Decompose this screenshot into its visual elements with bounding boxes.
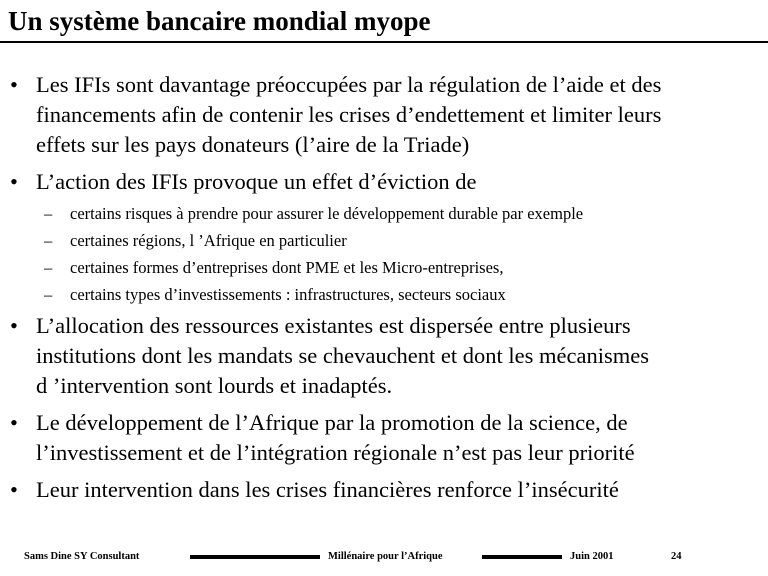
dash-icon: – (44, 258, 53, 277)
footer-divider (482, 555, 562, 559)
sub-bullet-text: certaines régions, l ’Afrique en particulier (70, 231, 347, 250)
bullet-item (0, 167, 768, 197)
bullet-icon: • (10, 313, 18, 338)
bullet-icon: • (10, 477, 18, 502)
sub-bullet-item (0, 227, 768, 254)
footer-author: Sams Dine SY Consultant (24, 551, 140, 562)
dash-icon: – (44, 204, 53, 223)
footer-event: Millénaire pour l’Afrique (328, 551, 443, 562)
bullet-line: l’investissement et de l’intégration régionale n’est pas leur priorité (36, 440, 635, 465)
bullet-line: Le développement de l’Afrique par la promotion de la science, de (36, 410, 628, 435)
bullet-line: effets sur les pays donateurs (l’aire de la Triade) (36, 132, 470, 157)
dash-icon: – (44, 231, 53, 250)
sub-bullet-item (0, 254, 768, 281)
bullet-icon: • (10, 410, 18, 435)
bullet-text (36, 475, 762, 505)
slide-footer (0, 549, 768, 569)
slide-title: Un système bancaire mondial myope (8, 6, 431, 36)
bullet-text (36, 311, 762, 401)
bullet-icon: • (10, 169, 18, 194)
bullet-line: L’action des IFIs provoque un effet d’éviction de (36, 169, 477, 194)
sub-bullet-item (0, 200, 768, 227)
footer-page-number: 24 (671, 551, 682, 562)
bullet-text (36, 167, 762, 197)
dash-icon: – (44, 285, 53, 304)
bullet-text (36, 70, 762, 160)
footer-divider (190, 555, 320, 559)
footer-date: Juin 2001 (570, 551, 614, 562)
sub-bullet-text: certaines formes d’entreprises dont PME et les Micro-entreprises, (70, 258, 504, 277)
sub-bullet-text: certains risques à prendre pour assurer le développement durable par exemple (70, 204, 584, 223)
bullet-line: L’allocation des ressources existantes est dispersée entre plusieurs (36, 313, 631, 338)
slide-body (0, 70, 768, 505)
bullet-line: Leur intervention dans les crises financières renforce l’insécurité (36, 477, 619, 502)
sub-bullet-text: certains types d’investissements : infrastructures, secteurs sociaux (70, 285, 506, 304)
bullet-item (0, 311, 768, 401)
bullet-line: Les IFIs sont davantage préoccupées par la régulation de l’aide et des (36, 72, 662, 97)
bullet-icon: • (10, 72, 18, 97)
bullet-text (36, 408, 762, 468)
sub-bullet-item (0, 281, 768, 308)
bullet-item (0, 475, 768, 505)
bullet-line: d ’intervention sont lourds et inadaptés. (36, 373, 393, 398)
bullet-line: financements afin de contenir les crises d’endettement et limiter leurs (36, 102, 662, 127)
bullet-item (0, 70, 768, 160)
bullet-line: institutions dont les mandats se chevauchent et dont les mécanismes (36, 343, 649, 368)
bullet-item (0, 408, 768, 468)
title-underline (0, 41, 768, 43)
